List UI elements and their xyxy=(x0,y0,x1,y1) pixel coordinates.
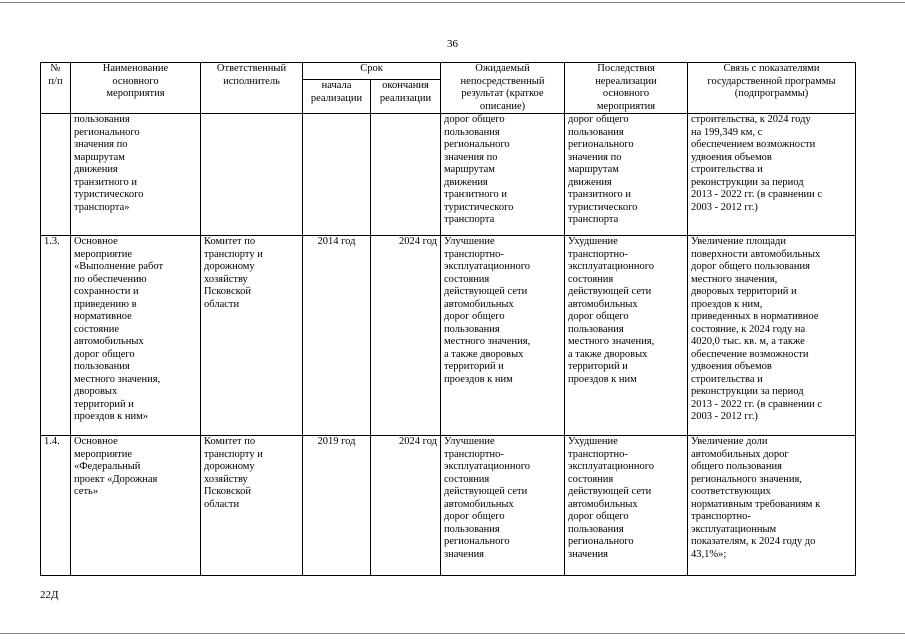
row-name: Основное мероприятие «Выполнение работ по обеспечению сохранности и приведению в нормативное состояние автомобильных дорог общего пользования местного значения, дворовых территорий и проездов к ним» xyxy=(71,236,201,436)
footer-code: 22Д xyxy=(40,589,59,601)
table-row xyxy=(41,114,856,236)
row-expected: дорог общего пользования регионального значения по маршрутам движения транзитного и туристического транспорта xyxy=(441,114,565,236)
header-consequences: Последствия нереализации основного мероприятия xyxy=(565,63,688,114)
row-start: 2014 год xyxy=(303,236,371,436)
header-responsible: Ответственный исполнитель xyxy=(201,63,303,114)
row-name: Основное мероприятие «Федеральный проект «Дорожная сеть» xyxy=(71,436,201,576)
events-table xyxy=(40,62,856,576)
row-consequences: дорог общего пользования регионального значения по маршрутам движения транзитного и туристического транспорта xyxy=(565,114,688,236)
row-expected: Улучшение транспортно- эксплуатационного состояния действующей сети автомобильных дорог общего пользования регионального значения xyxy=(441,436,565,576)
table-row xyxy=(41,236,856,436)
row-link: Увеличение доли автомобильных дорог общего пользования регионального значения, соответствующих нормативным требованиям к транспортно- эксплуатационным показателям, к 2024 году до 43,1%»; xyxy=(688,436,856,576)
row-consequences: Ухудшение транспортно- эксплуатационного состояния действующей сети автомобильных дорог общего пользования местного значения, а также дворовых территорий и проездов к ним xyxy=(565,236,688,436)
header-link: Связь с показателями государственной программы (подпрограммы) xyxy=(688,63,856,114)
row-expected: Улучшение транспортно- эксплуатационного состояния действующей сети автомобильных дорог общего пользования местного значения, а также дворовых территорий и проездов к ним xyxy=(441,236,565,436)
header-expected: Ожидаемый непосредственный результат (краткое описание) xyxy=(441,63,565,114)
header-name: Наименование основного мероприятия xyxy=(71,63,201,114)
row-responsible: Комитет по транспорту и дорожному хозяйству Псковской области xyxy=(201,236,303,436)
row-start xyxy=(303,114,371,236)
row-end: 2024 год xyxy=(371,436,441,576)
top-scan-edge xyxy=(0,2,905,3)
row-name: пользования регионального значения по маршрутам движения транзитного и туристического транспорта» xyxy=(71,114,201,236)
row-num: 1.4. xyxy=(41,436,71,576)
table-row xyxy=(41,436,856,576)
header-end: окончания реализации xyxy=(371,80,441,114)
bottom-scan-edge xyxy=(0,633,905,634)
header-term: Срок xyxy=(303,63,441,80)
row-consequences: Ухудшение транспортно- эксплуатационного состояния действующей сети автомобильных дорог общего пользования регионального значения xyxy=(565,436,688,576)
row-end xyxy=(371,114,441,236)
header-num: № п/п xyxy=(41,63,71,114)
row-link: Увеличение площади поверхности автомобильных дорог общего пользования местного значения, дворовых территорий и проездов к ним, приведенных в нормативное состояние, к 2024 году на 4020,0 тыс. кв. м, а также обеспечение возможности удвоения объемов строительства и реконструкции за период 2013 - 2022 гг. (в сравнении с 2003 - 2012 гг.) xyxy=(688,236,856,436)
row-end: 2024 год xyxy=(371,236,441,436)
header-start: начала реализации xyxy=(303,80,371,114)
row-start: 2019 год xyxy=(303,436,371,576)
row-responsible: Комитет по транспорту и дорожному хозяйству Псковской области xyxy=(201,436,303,576)
row-num: 1.3. xyxy=(41,236,71,436)
row-num xyxy=(41,114,71,236)
page-number: 36 xyxy=(447,38,458,50)
row-link: строительства, к 2024 году на 199,349 км, с обеспечением возможности удвоения объемов строительства и реконструкции за период 2013 - 2022 гг. (в сравнении с 2003 - 2012 гг.) xyxy=(688,114,856,236)
row-responsible xyxy=(201,114,303,236)
